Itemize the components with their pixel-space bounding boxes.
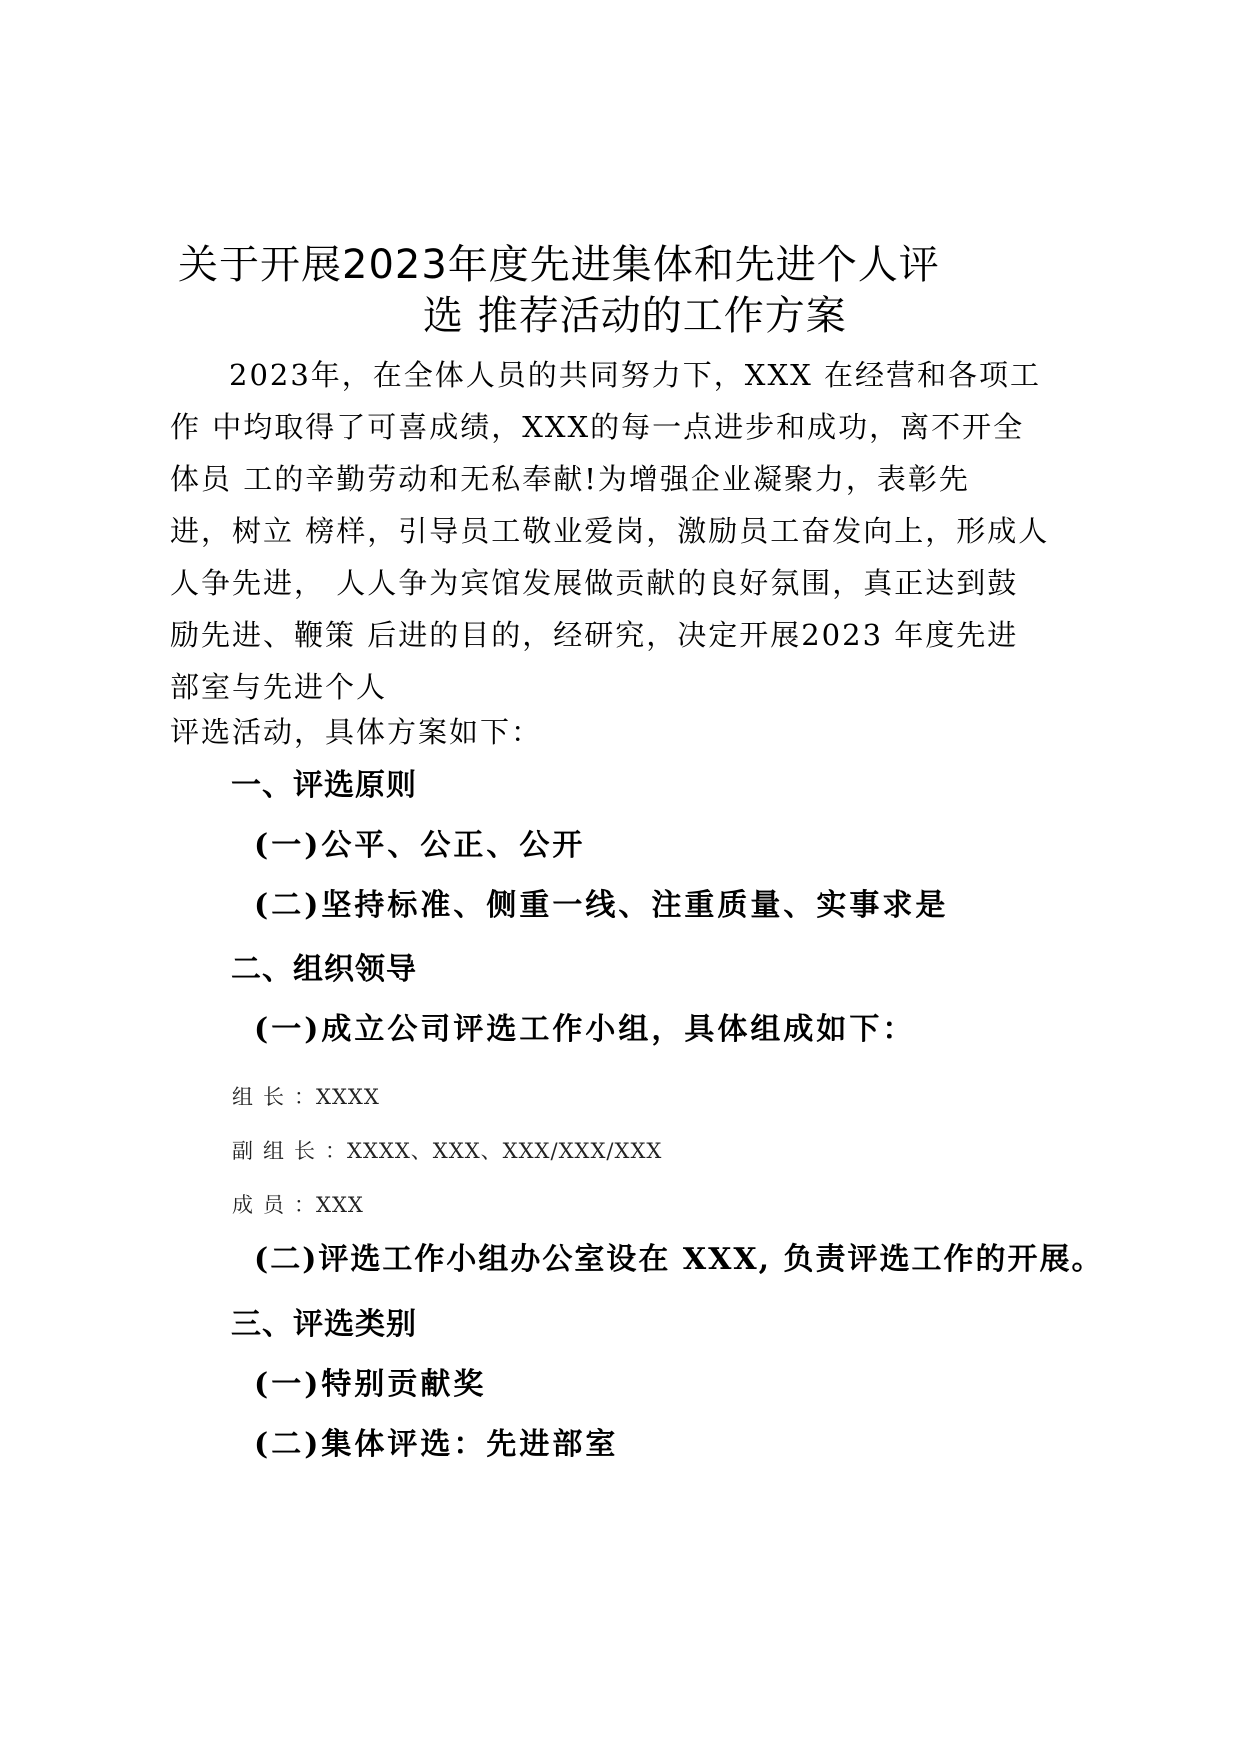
document-title-line-2: 选 推荐活动的工作方案 bbox=[423, 293, 847, 339]
leadership-item: (二)评选工作小组办公室设在 XXX, 负责评选工作的开展。 bbox=[254, 1242, 1104, 1277]
intro-paragraph-line: 2023年，在全体人员的共同努力下，XXX 在经营和各项工 bbox=[229, 358, 1041, 392]
category-item: (一)特别贡献奖 bbox=[254, 1367, 487, 1402]
intro-paragraph-line: 作 中均取得了可喜成绩，XXX的每一点进步和成功，离不开全 bbox=[170, 410, 1025, 444]
section-heading-principles: 一、评选原则 bbox=[231, 768, 417, 803]
intro-paragraph-line: 评选活动，具体方案如下： bbox=[170, 715, 543, 749]
intro-paragraph-line: 励先进、鞭策 后进的目的，经研究，决定开展2023 年度先进 bbox=[170, 618, 1019, 652]
member-role: 成员 bbox=[232, 1193, 294, 1217]
principle-item: (一)公平、公正、公开 bbox=[254, 828, 586, 863]
intro-paragraph-line: 进，树立 榜样，引导员工敬业爱岗，激励员工奋发向上，形成人 bbox=[170, 514, 1050, 548]
member-separator: ： bbox=[294, 1085, 316, 1109]
category-item: (二)集体评选：先进部室 bbox=[254, 1427, 619, 1462]
member-value: XXX bbox=[316, 1193, 364, 1217]
member-separator: ： bbox=[294, 1193, 316, 1217]
intro-paragraph-line: 部室与先进个人 bbox=[170, 670, 388, 704]
member-row-leader bbox=[232, 1083, 380, 1111]
member-value: XXXX bbox=[316, 1085, 380, 1109]
member-separator: ： bbox=[325, 1139, 347, 1163]
section-heading-categories: 三、评选类别 bbox=[231, 1307, 417, 1342]
member-row-deputy bbox=[232, 1137, 662, 1165]
member-role: 组长 bbox=[232, 1085, 294, 1109]
intro-paragraph-line: 人争先进， 人人争为宾馆发展做贡献的良好氛围，真正达到鼓 bbox=[170, 566, 1019, 600]
section-heading-leadership: 二、组织领导 bbox=[231, 952, 417, 987]
principle-item: (二)坚持标准、侧重一线、注重质量、实事求是 bbox=[254, 888, 949, 923]
member-row-members bbox=[232, 1191, 364, 1219]
member-value: XXXX、XXX、XXX/XXX/XXX bbox=[347, 1139, 663, 1163]
member-role: 副组长 bbox=[232, 1139, 325, 1163]
intro-paragraph-line: 体员 工的辛勤劳动和无私奉献!为增强企业凝聚力，表彰先 bbox=[170, 462, 970, 496]
leadership-item: (一)成立公司评选工作小组，具体组成如下： bbox=[254, 1012, 916, 1047]
document-title-line-1: 关于开展2023年度先进集体和先进个人评 bbox=[178, 242, 940, 288]
